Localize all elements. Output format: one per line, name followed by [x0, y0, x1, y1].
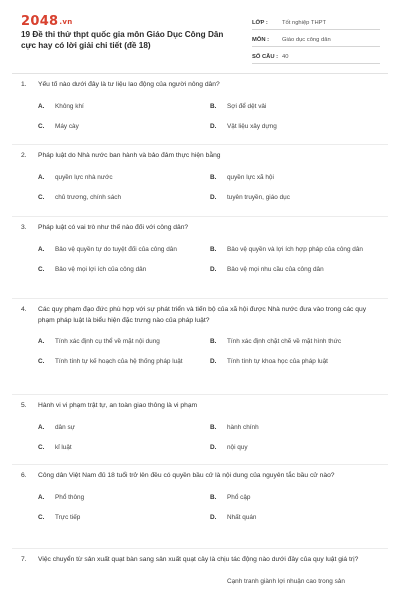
answer-option-b[interactable]: [193, 240, 365, 260]
answer-option-a[interactable]: [21, 488, 193, 508]
question-body: Công dân Việt Nam đủ 18 tuổi trở lên đều có quyền bầu cử là nội dung của nguyên tắc bầu cử nào?: [38, 472, 335, 479]
question-divider: [12, 394, 388, 395]
option-text: Tính tính tự kế hoạch của hệ thống pháp luật: [55, 358, 183, 366]
answer-option-b[interactable]: [193, 168, 365, 188]
question-divider: [12, 216, 388, 217]
question-text: [21, 555, 381, 566]
option-text: Sợi để dệt vải: [227, 102, 267, 110]
answer-option-c[interactable]: [21, 438, 193, 458]
answer-options: [21, 332, 381, 372]
option-text: Máy cày: [55, 122, 79, 130]
option-text: Cạnh tranh giành lợi nhuận cao trong sản: [227, 577, 345, 585]
option-text: quyền lực nhà nước: [55, 173, 113, 181]
question-body: Pháp luật do Nhà nước ban hành và bảo đảm thực hiện bằng: [38, 152, 221, 159]
question-3: [21, 223, 381, 280]
logo-suffix: .vn: [59, 18, 73, 26]
meta-label: SỐ CÂU :: [252, 54, 279, 60]
answer-option-a[interactable]: [21, 332, 193, 352]
option-letter: D.: [210, 193, 217, 201]
option-text: Phổ cập: [227, 493, 251, 501]
question-body: Các quy phạm đạo đức phù hợp với sự phát triển và tiến bộ của xã hội được Nhà nước đưa vào trong các quy phạm pháp luật là biểu hiện đặc trưng nào của pháp luật?: [38, 306, 367, 324]
option-text: Trực tiếp: [55, 513, 81, 521]
meta-value: 40: [282, 54, 289, 60]
question-number: 6.: [21, 472, 27, 479]
option-letter: A.: [38, 338, 45, 346]
question-text: [21, 471, 381, 482]
option-text: hành chính: [227, 423, 259, 431]
answer-option-b[interactable]: [193, 97, 365, 117]
question-number: 4.: [21, 306, 27, 313]
document-header: [0, 0, 400, 70]
answer-option-a[interactable]: [21, 572, 193, 592]
option-text: Vật liệu xây dựng: [227, 122, 277, 130]
site-logo[interactable]: [21, 14, 73, 29]
option-letter: A.: [38, 102, 45, 110]
answer-options: [21, 418, 381, 458]
option-letter: B.: [210, 245, 217, 253]
option-letter: D.: [210, 122, 217, 130]
option-text: Tính tính tự khoa học của pháp luật: [227, 358, 328, 366]
meta-row-subject: [252, 30, 380, 47]
question-4: [21, 305, 381, 372]
option-text: Nhất quán: [227, 513, 257, 521]
question-5: [21, 401, 381, 458]
option-text: Bảo vệ quyền và lợi ích hợp pháp của công dân: [227, 245, 363, 253]
option-text: dân sự: [55, 423, 75, 431]
header-divider: [12, 73, 388, 74]
answer-option-b[interactable]: [193, 572, 365, 592]
question-number: 1.: [21, 81, 27, 88]
option-letter: C.: [38, 513, 45, 521]
option-letter: B.: [210, 493, 217, 501]
answer-option-d[interactable]: [193, 260, 365, 280]
meta-label: MÔN :: [252, 37, 270, 43]
question-number: 2.: [21, 152, 27, 159]
question-number: 3.: [21, 224, 27, 231]
answer-option-c[interactable]: [21, 117, 193, 137]
answer-options: [21, 240, 381, 280]
question-6: [21, 471, 381, 528]
question-body: Yếu tố nào dưới đây là tư liệu lao động của người nông dân?: [38, 81, 220, 88]
option-text: tuyên truyền, giáo dục: [227, 193, 290, 201]
option-letter: A.: [38, 493, 45, 501]
option-text: Tính xác định chặt chẽ về mặt hình thức: [227, 338, 342, 346]
answer-option-a[interactable]: [21, 418, 193, 438]
answer-option-d[interactable]: [193, 117, 365, 137]
answer-option-d[interactable]: [193, 508, 365, 528]
answer-option-b[interactable]: [193, 418, 365, 438]
question-divider: [12, 144, 388, 145]
option-letter: C.: [38, 443, 45, 451]
answer-option-a[interactable]: [21, 97, 193, 117]
answer-option-d[interactable]: [193, 438, 365, 458]
question-text: [21, 305, 381, 326]
option-letter: A.: [38, 245, 45, 253]
option-letter: A.: [38, 173, 45, 181]
option-text: Tính xác định cụ thể về mặt nội dung: [55, 338, 160, 346]
logo-text: 2048: [21, 14, 59, 29]
question-divider: [12, 548, 388, 549]
question-divider: [12, 298, 388, 299]
question-body: Hành vi vi phạm trật tự, an toàn giao thông là vi phạm: [38, 402, 198, 409]
meta-label: LỚP :: [252, 20, 268, 26]
answer-option-a[interactable]: [21, 168, 193, 188]
answer-options: [21, 97, 381, 137]
option-letter: D.: [210, 358, 217, 366]
answer-options: [21, 488, 381, 528]
option-letter: B.: [210, 338, 217, 346]
question-2: [21, 151, 381, 208]
question-body: Việc chuyển từ sản xuất quạt bàn sang sản xuất quạt cây là chịu tác động nào dưới đây của quy luật giá trị?: [38, 556, 359, 563]
exam-title: 19 Đề thi thử thpt quốc gia môn Giáo Dục Công Dân cực hay có lời giải chi tiết (đề 18): [21, 30, 224, 50]
option-text: Bảo vệ mọi nhu cầu của công dân: [227, 265, 324, 273]
option-text: Phổ thông: [55, 493, 85, 501]
question-number: 5.: [21, 402, 27, 409]
option-letter: C.: [38, 265, 45, 273]
answer-option-d[interactable]: [193, 188, 365, 208]
option-text: Bảo vệ mọi lợi ích của công dân: [55, 265, 147, 273]
exam-meta-table: [252, 13, 380, 64]
option-letter: D.: [210, 265, 217, 273]
answer-option-d[interactable]: [193, 352, 365, 372]
option-letter: C.: [38, 122, 45, 130]
question-divider: [12, 464, 388, 465]
meta-value: Tốt nghiệp THPT: [282, 20, 327, 26]
option-text: quyền lực xã hội: [227, 173, 274, 181]
answer-option-a[interactable]: [21, 240, 193, 260]
question-1: [21, 80, 381, 137]
question-number: 7.: [21, 556, 27, 563]
question-text: [21, 80, 381, 91]
meta-row-count: [252, 47, 380, 64]
question-text: [21, 151, 381, 162]
option-text: Không khí: [55, 102, 84, 110]
option-letter: B.: [210, 173, 217, 181]
meta-value: Giáo dục công dân: [282, 37, 331, 43]
option-letter: D.: [210, 513, 217, 521]
answer-option-b[interactable]: [193, 488, 365, 508]
option-letter: B.: [210, 102, 217, 110]
meta-row-class: [252, 13, 380, 30]
question-body: Pháp luật có vai trò như thế nào đối với công dân?: [38, 224, 189, 231]
answer-option-c[interactable]: [21, 352, 193, 372]
option-text: kỉ luật: [55, 443, 72, 451]
option-text: chủ trương, chính sách: [55, 193, 122, 201]
question-text: [21, 223, 381, 234]
answer-option-b[interactable]: [193, 332, 365, 352]
option-letter: C.: [38, 358, 45, 366]
option-letter: D.: [210, 443, 217, 451]
answer-option-c[interactable]: [21, 508, 193, 528]
option-text: nội quy: [227, 443, 248, 451]
option-letter: C.: [38, 193, 45, 201]
question-7: [21, 555, 381, 592]
answer-option-c[interactable]: [21, 260, 193, 280]
option-letter: B.: [210, 423, 217, 431]
option-letter: A.: [38, 423, 45, 431]
question-text: [21, 401, 381, 412]
option-text: Bảo vệ quyền tự do tuyệt đối của công dân: [55, 245, 177, 253]
answer-options: [21, 168, 381, 208]
answer-option-c[interactable]: [21, 188, 193, 208]
answer-options: [21, 572, 381, 592]
